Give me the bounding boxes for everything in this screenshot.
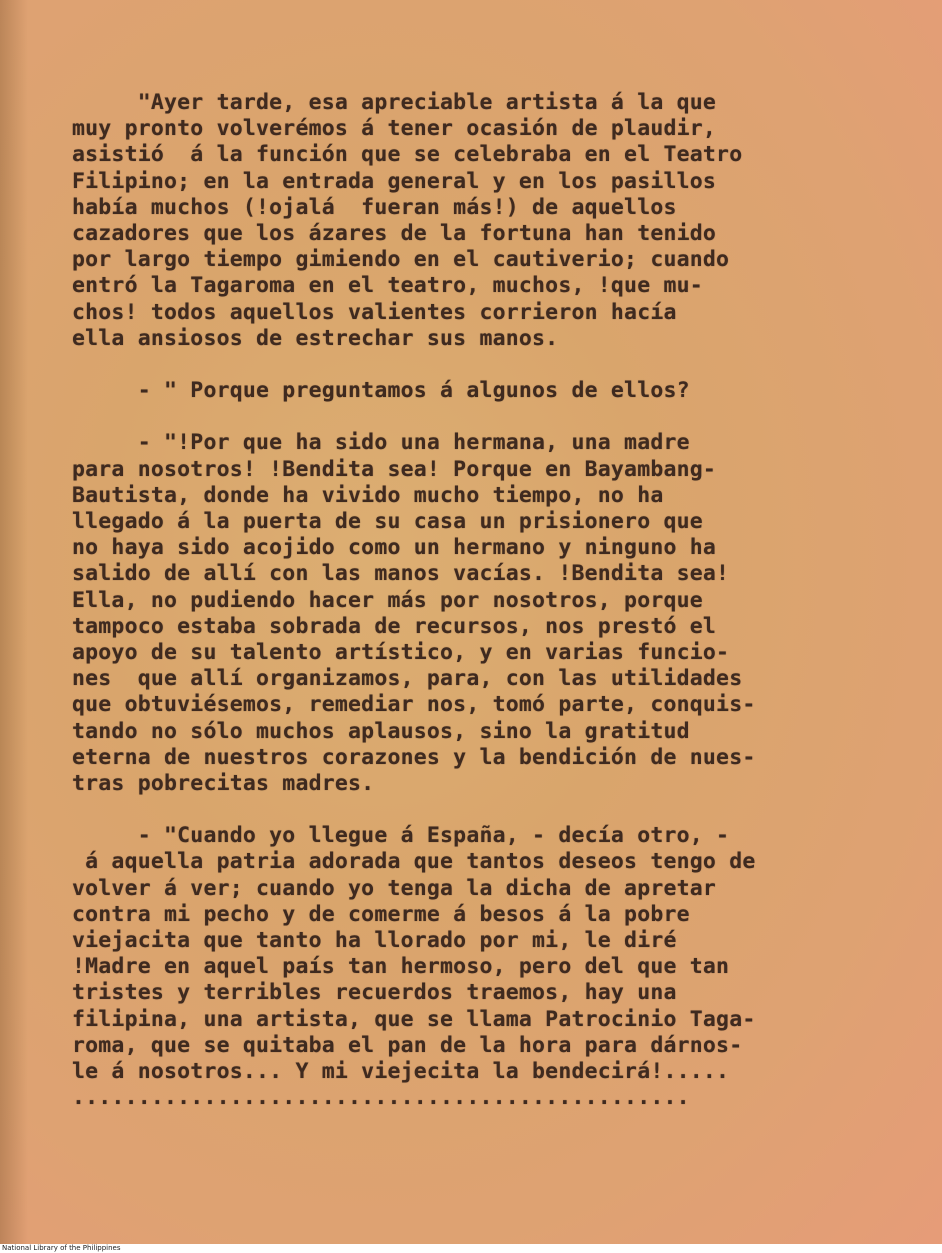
text-line: - " Porque preguntamos á algunos de ellos? bbox=[72, 378, 690, 404]
text-line: no haya sido acojido como un hermano y ninguno ha bbox=[72, 535, 717, 561]
text-line: por largo tiempo gimiendo en el cautiverio; cuando bbox=[72, 247, 730, 273]
library-credit: National Library of the Philippines bbox=[2, 1244, 121, 1252]
text-line: nes que allí organizamos, para, con las utilidades bbox=[72, 666, 743, 692]
text-line: Filipino; en la entrada general y en los pasillos bbox=[72, 168, 717, 194]
paragraph-gap bbox=[72, 404, 892, 430]
text-line: ella ansiosos de estrechar sus manos. bbox=[72, 325, 559, 351]
text-line: volver á ver; cuando yo tenga la dicha de apretar bbox=[72, 875, 717, 901]
text-line: había muchos (!ojalá fueran más!) de aquellos bbox=[72, 194, 677, 220]
text-line: á aquella patria adorada que tantos deseos tengo de bbox=[72, 849, 756, 875]
text-line: tampoco estaba sobrada de recursos, nos prestó el bbox=[72, 613, 717, 639]
text-line: roma, que se quitaba el pan de la hora para dárnos- bbox=[72, 1032, 743, 1058]
text-line: "Ayer tarde, esa apreciable artista á la que bbox=[72, 90, 717, 115]
text-line: cazadores que los ázares de la fortuna han tenido bbox=[72, 220, 717, 246]
text-line: filipina, una artista, que se llama Patrocinio Taga- bbox=[72, 1006, 756, 1032]
text-line: eterna de nuestros corazones y la bendición de nues- bbox=[72, 744, 756, 770]
text-line: !Madre en aquel país tan hermoso, pero del que tan bbox=[72, 954, 730, 980]
text-line: apoyo de su talento artístico, y en varias funcio- bbox=[72, 639, 730, 665]
text-line: muy pronto volverémos á tener ocasión de plaudir, bbox=[72, 116, 717, 142]
text-line: - "!Por que ha sido una hermana, una madre bbox=[72, 430, 690, 456]
paragraph-gap bbox=[72, 797, 892, 823]
document-body bbox=[72, 90, 892, 1111]
text-line: que obtuviésemos, remediar nos, tomó parte, conquis- bbox=[72, 692, 756, 718]
text-line: tando no sólo muchos aplausos, sino la gratitud bbox=[72, 718, 690, 744]
text-line: llegado á la puerta de su casa un prisionero que bbox=[72, 509, 703, 534]
text-line: chos! todos aquellos valientes corrieron hacía bbox=[72, 299, 677, 325]
text-line: ............................................... bbox=[72, 1085, 690, 1111]
text-line: asistió á la función que se celebraba en el Teatro bbox=[72, 142, 743, 168]
text-line: entró la Tagaroma en el teatro, muchos, !que mu- bbox=[72, 273, 703, 299]
paragraph-gap bbox=[72, 352, 892, 378]
text-line: contra mi pecho y de comerme á besos á la pobre bbox=[72, 901, 690, 927]
text-line: le á nosotros... Y mi viejecita la bendecirá!..... bbox=[72, 1058, 730, 1084]
text-line: Ella, no pudiendo hacer más por nosotros, porque bbox=[72, 587, 703, 613]
text-line: - "Cuando yo llegue á España, - decía otro, - bbox=[72, 823, 730, 849]
text-line: tristes y terribles recuerdos traemos, hay una bbox=[72, 980, 677, 1006]
text-line: Bautista, donde ha vivido mucho tiempo, no ha bbox=[72, 482, 664, 508]
text-line: salido de allí con las manos vacías. !Bendita sea! bbox=[72, 561, 730, 587]
text-line: para nosotros! !Bendita sea! Porque en Bayambang- bbox=[72, 456, 717, 482]
text-line: viejacita que tanto ha llorado por mi, le diré bbox=[72, 928, 677, 953]
text-line: tras pobrecitas madres. bbox=[72, 770, 375, 796]
